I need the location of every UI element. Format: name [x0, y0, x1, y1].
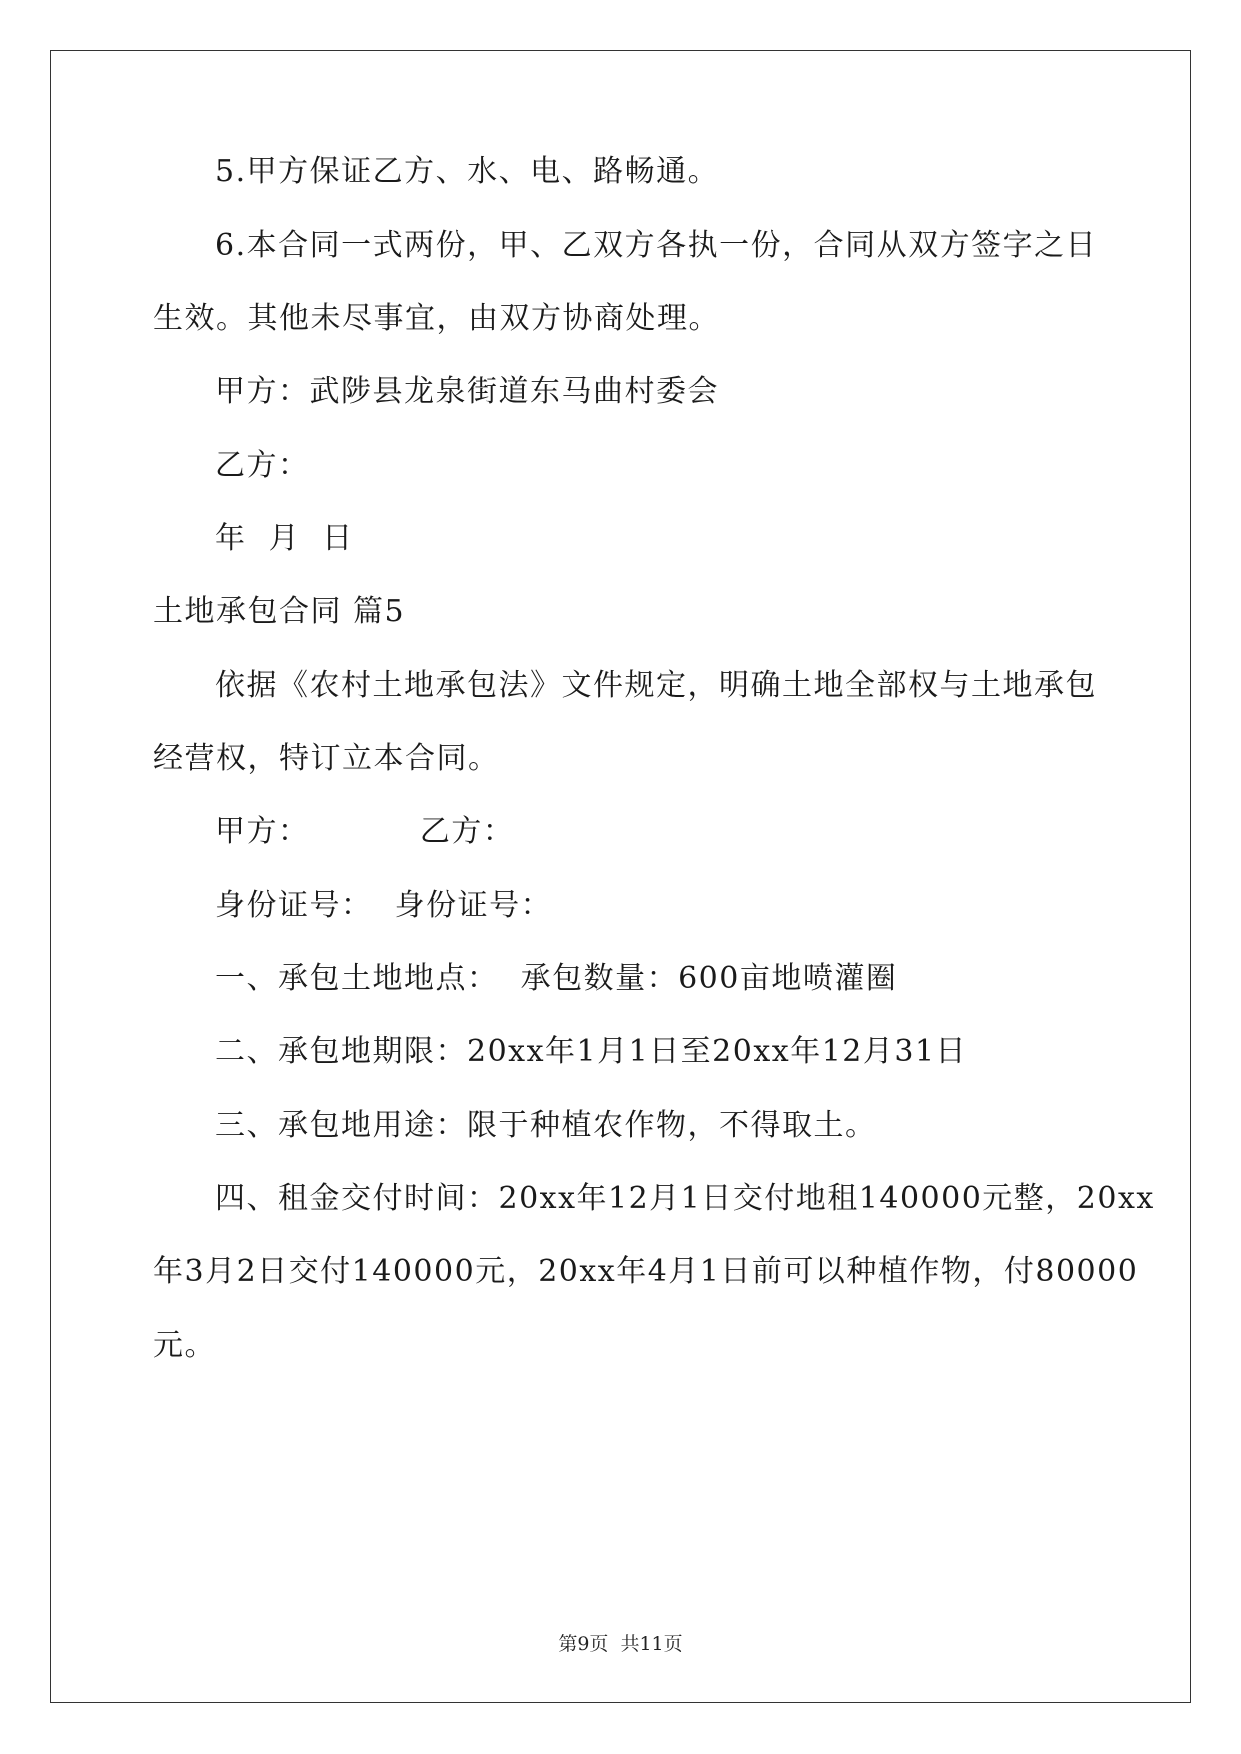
intro-paragraph: 依据《农村土地承包法》文件规定，明确土地全部权与土地承包	[215, 668, 1097, 703]
clause-4-payment-continued: 年3月2日交付140000元，20xx年4月1日前可以种植作物，付80000	[153, 1254, 1139, 1289]
clause-4-payment-end: 元。	[153, 1328, 216, 1363]
section-heading: 土地承包合同 篇5	[153, 594, 406, 629]
parties-line: 甲方： 乙方：	[215, 814, 515, 849]
page-border	[50, 50, 1191, 1703]
clause-1-location: 一、承包土地地点： 承包数量：600亩地喷灌圈	[215, 961, 898, 996]
page-number: 第9页	[558, 1633, 609, 1655]
date-line: 年 月 日	[215, 521, 354, 556]
clause-4-payment: 四、租金交付时间：20xx年12月1日交付地租140000元整，20xx	[215, 1181, 1155, 1216]
clause-3-usage: 三、承包地用途：限于种植农作物，不得取土。	[215, 1108, 877, 1143]
intro-paragraph-continued: 经营权，特订立本合同。	[153, 741, 500, 776]
clause-2-term: 二、承包地期限：20xx年1月1日至20xx年12月31日	[215, 1034, 968, 1069]
id-number-line: 身份证号： 身份证号：	[215, 888, 553, 923]
paragraph-item-6: 6.本合同一式两份，甲、乙双方各执一份，合同从双方签字之日	[215, 228, 1098, 263]
page-footer	[0, 1632, 1241, 1656]
page-total: 共11页	[620, 1633, 683, 1655]
paragraph-item-6-continued: 生效。其他未尽事宜，由双方协商处理。	[153, 301, 720, 336]
party-a-signature-line: 甲方：武陟县龙泉街道东马曲村委会	[215, 374, 719, 409]
paragraph-item-5: 5.甲方保证乙方、水、电、路畅通。	[215, 154, 720, 189]
party-b-signature-line: 乙方：	[215, 448, 310, 483]
